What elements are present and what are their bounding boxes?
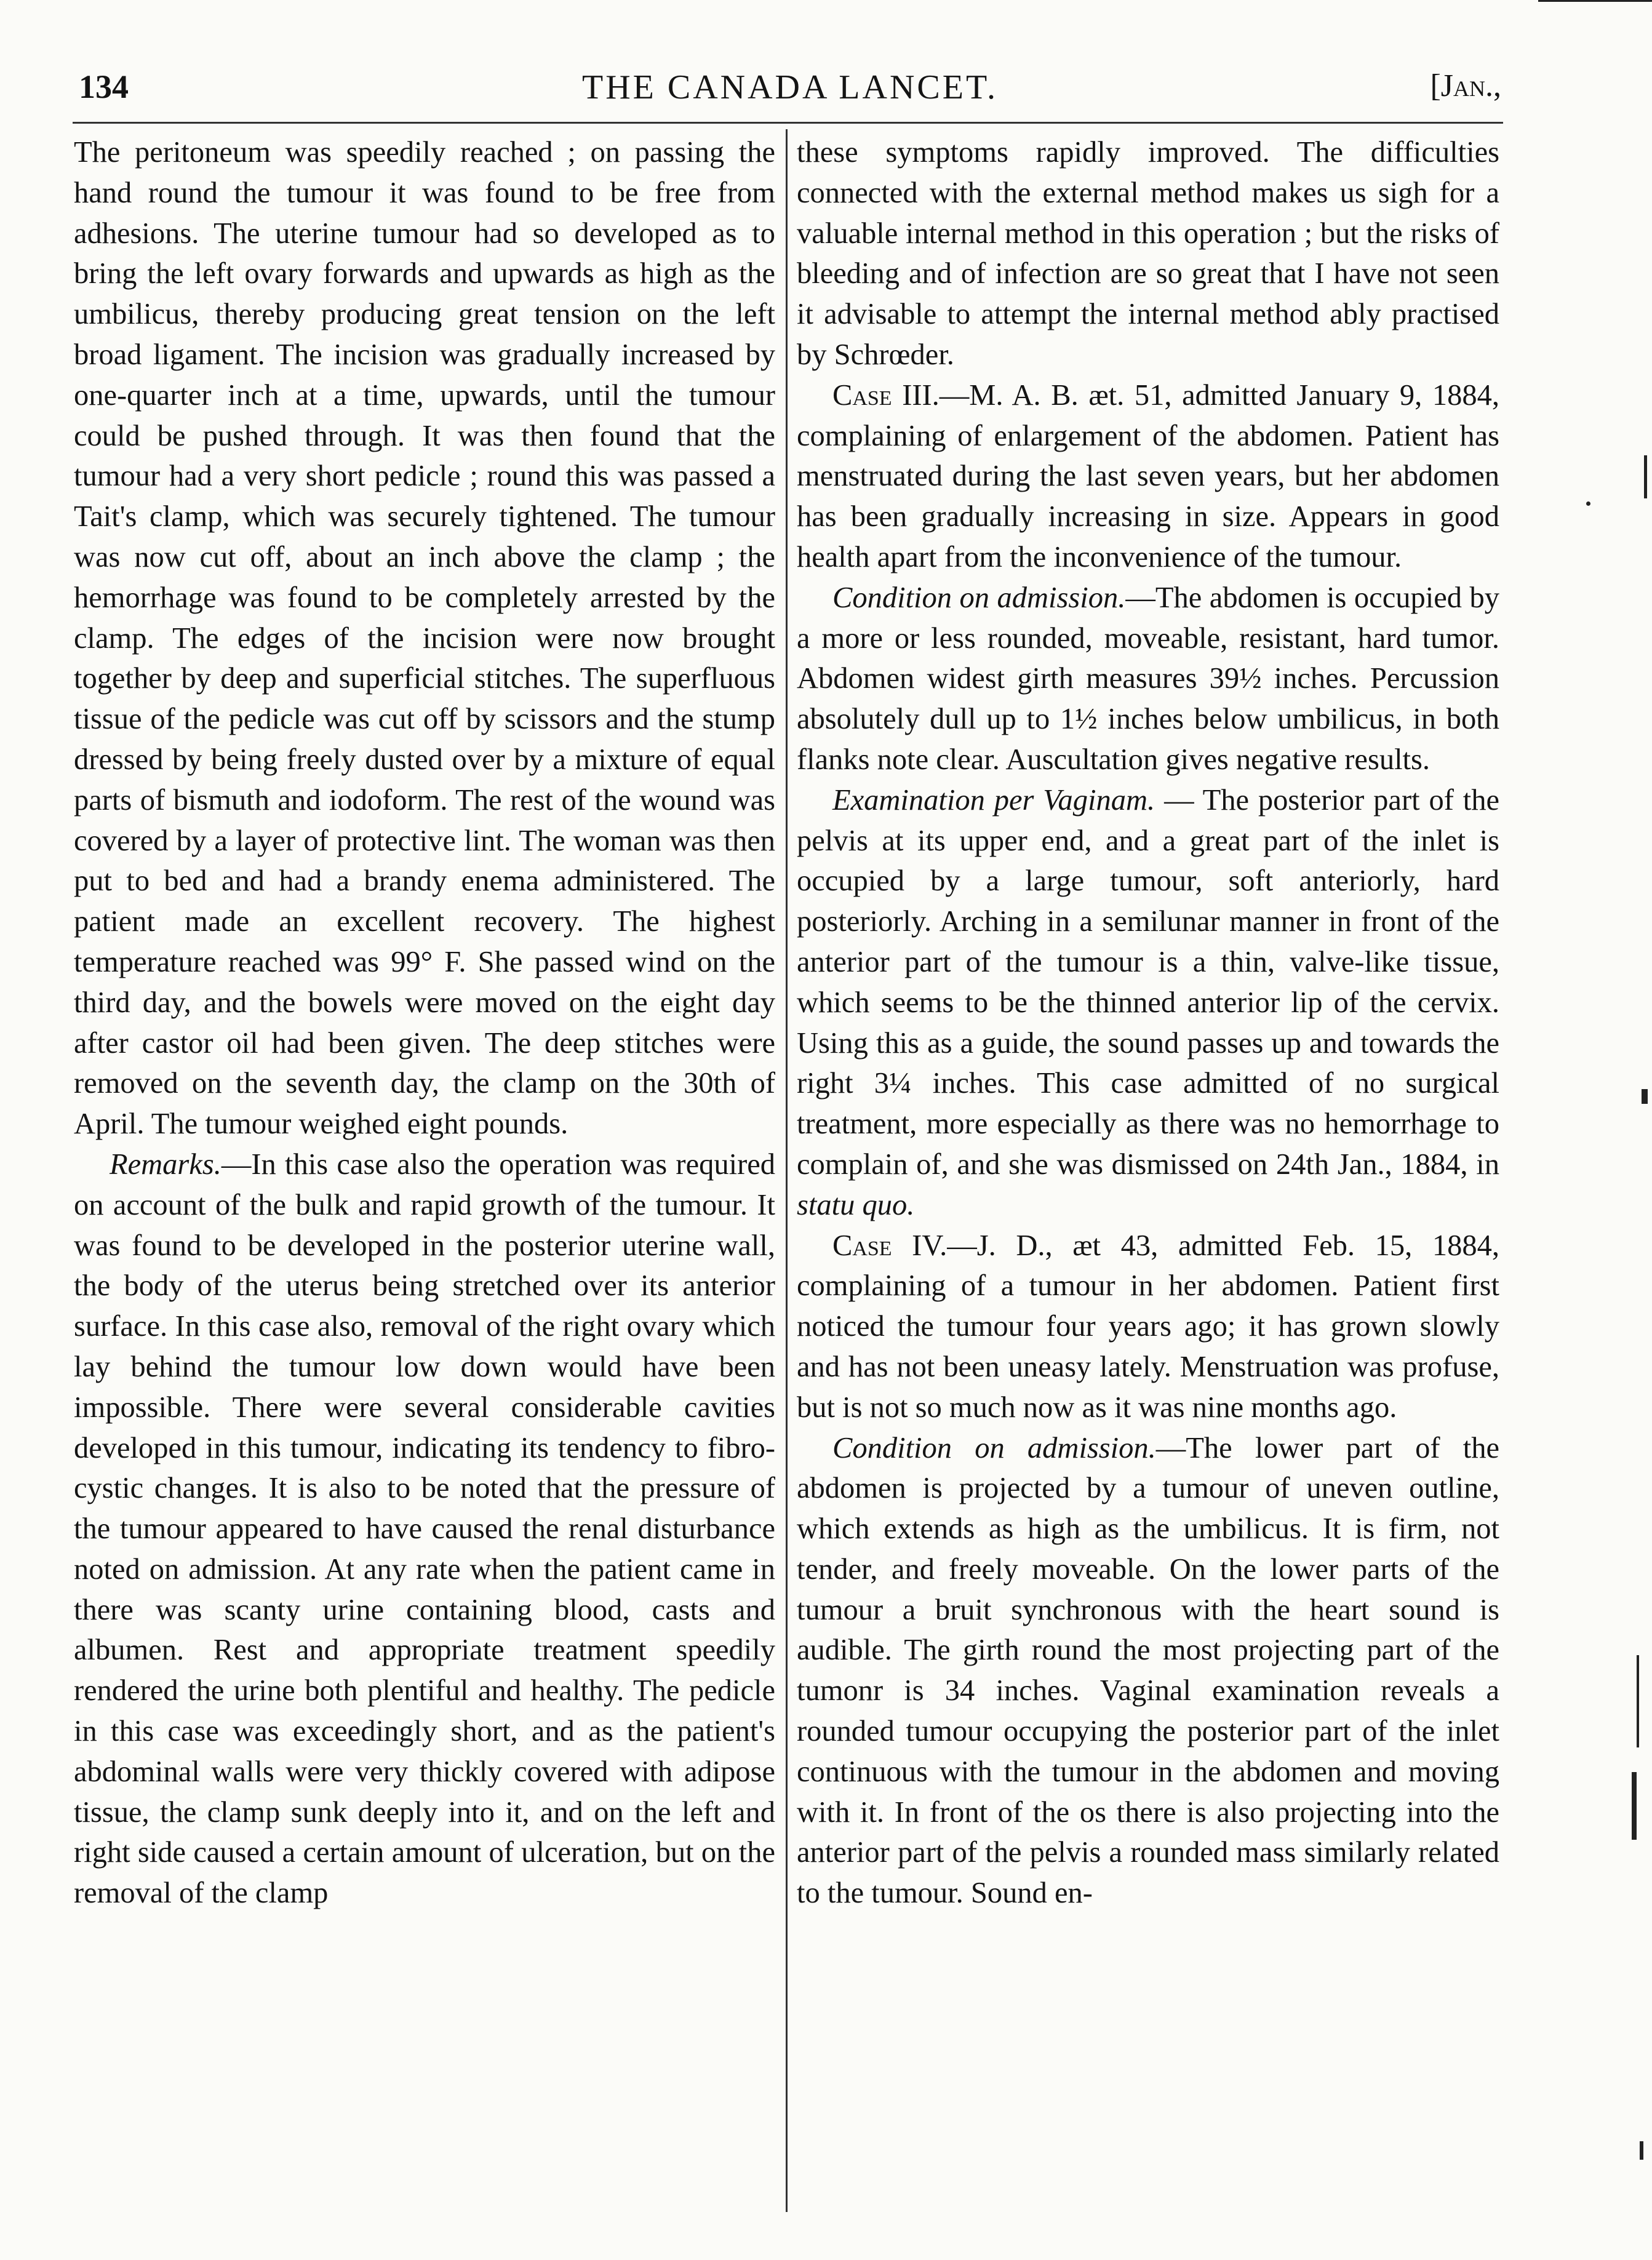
- page-number: 134: [79, 68, 129, 105]
- margin-mark: [1642, 1089, 1648, 1104]
- margin-mark: [1637, 1655, 1639, 1747]
- left-column: [74, 132, 775, 1914]
- remarks-text: —In this case also the operation was required on account of the bulk and rapid growth of the tumour. It was found to be developed in the posterior uterine wall, the body of the uterus being stretched over its anterior surface. In this case also, removal of the right ovary which lay behind the tumour low down would have been impossible. There were several considerable cavities developed in this tumour, indicating its tendency to fibro-cystic changes. It is also to be noted that the pressure of the tumour appeared to have caused the renal disturbance noted on admission. At any rate when the patient came in there was scanty urine containing blood, casts and albumen. Rest and appropriate treatment speedily rendered the urine both plentiful and healthy. The pedicle in this case was exceedingly short, and as the patient's abdominal walls were very thickly covered with adipose tissue, the clamp sunk deeply into it, and on the left and right side caused a certain amount of ulceration, but on the removal of the clamp: [74, 1148, 775, 1910]
- issue-month: [Jan.,: [1430, 68, 1501, 103]
- condition-paragraph-1: [797, 578, 1499, 780]
- condition-text-1: —The abdomen is occupied by a more or less rounded, moveable, resistant, hard tumor. Abdomen widest girth measures 39½ inches. Percussion absolutely dull up to 1½ inches below umbilicus, in both flanks note clear. Auscultation gives negative results.: [797, 581, 1499, 776]
- left-paragraph-operation: The peritoneum was speedily reached ; on passing the hand round the tumour it was found to be free from adhesions. The uterine tumour had so developed as to bring the left ovary forwards and upwards as high as the umbilicus, thereby producing great tension on the left broad ligament. The incision was gradually increased by one-quarter inch at a time, upwards, until the tumour could be pushed through. It was then found that the tumour had a very short pedicle ; round this was passed a Tait's clamp, which was securely tightened. The tumour was now cut off, about an inch above the clamp ; the hemorrhage was found to be completely arrested by the clamp. The edges of the incision were now brought together by deep and superficial stitches. The superfluous tissue of the pedicle was cut off by scissors and the stump dressed by being freely dusted over by a mixture of equal parts of bismuth and iodoform. The rest of the wound was covered by a layer of protective lint. The woman was then put to bed and had a brandy enema administered. The patient made an excellent recovery. The highest temperature reached was 99° F. She passed wind on the third day, and the bowels were moved on the eight day after castor oil had been given. The deep stitches were removed on the seventh day, the clamp on the 30th of April. The tumour weighed eight pounds.: [74, 136, 775, 1141]
- case-four-text: —J. D., æt 43, admitted Feb. 15, 1884, complaining of a tumour in her abdomen. Patient first noticed the tumour four years ago; it has grown slowly and has not been uneasy lately. Menstruation was profuse, but is not so much now as it was nine months ago.: [797, 1229, 1499, 1424]
- right-column: [797, 132, 1499, 1914]
- case-three-paragraph: [797, 375, 1499, 578]
- case-four-paragraph: [797, 1226, 1499, 1428]
- right-paragraph-continuation: these symptoms rapidly improved. The difficulties connected with the external method makes us sigh for a valuable internal method in this operation ; but the risks of bleeding and of infection are so great that I have not seen it advisable to attempt the internal method ably practised by Schrœder.: [797, 136, 1499, 371]
- header-rule: [73, 122, 1503, 124]
- case-four-heading: Case IV.: [832, 1229, 948, 1262]
- remarks-heading: Remarks.: [110, 1148, 221, 1181]
- column-divider: [786, 129, 788, 2212]
- left-paragraph-remarks: [74, 1144, 775, 1914]
- journal-title: THE CANADA LANCET.: [581, 68, 999, 106]
- condition-text-2: —The lower part of the abdomen is projected by a tumour of uneven outline, which extends as high as the umbilicus. It is firm, not tender, and freely moveable. On the lower parts of the tumour a bruit synchronous with the heart sound is audible. The girth round the most projecting part of the tumonr is 34 inches. Vaginal examination reveals a rounded tumour occupying the posterior part of the inlet continuous with the tumour in the abdomen and moving with it. In front of the os there is also projecting into the anterior part of the pelvis a rounded mass similarly related to the tumour. Sound en-: [797, 1431, 1500, 1910]
- condition-heading-1: Condition on admission.: [832, 581, 1126, 614]
- examination-text: — The posterior part of the pelvis at its upper end, and a great part of the inlet is occupied by a large tumour, soft anteriorly, hard posteriorly. Arching in a semilunar manner in front of the anterior part of the tumour is a thin, valve-like tissue, which seems to be the thinned anterior lip of the cervix. Using this as a guide, the sound passes up and towards the right 3¼ inches. This case admitted of no surgical treatment, more especially as there was no hemorrhage to complain of, and she was dismissed on 24th Jan., 1884, in: [797, 783, 1499, 1181]
- statu-quo-text: statu quo.: [797, 1188, 915, 1221]
- page-header: [79, 68, 1501, 123]
- margin-mark: [1640, 2141, 1643, 2160]
- margin-mark: [1632, 1772, 1637, 1840]
- condition-paragraph-2: [797, 1428, 1499, 1914]
- case-three-text: —M. A. B. æt. 51, admitted January 9, 1884, complaining of enlargement of the abdomen. Patient has menstruated during the last seven years, but her abdomen has been gradually increasing in size. Appears in good health apart from the inconvenience of the tumour.: [797, 378, 1499, 573]
- examination-heading: Examination per Vaginam.: [832, 783, 1155, 817]
- scan-edge-line: [1538, 0, 1652, 8]
- case-three-heading: Case III.: [832, 378, 940, 412]
- margin-mark: [1586, 501, 1590, 506]
- examination-paragraph: [797, 780, 1499, 1226]
- condition-heading-2: Condition on admission.: [832, 1431, 1156, 1464]
- margin-mark: [1644, 455, 1647, 498]
